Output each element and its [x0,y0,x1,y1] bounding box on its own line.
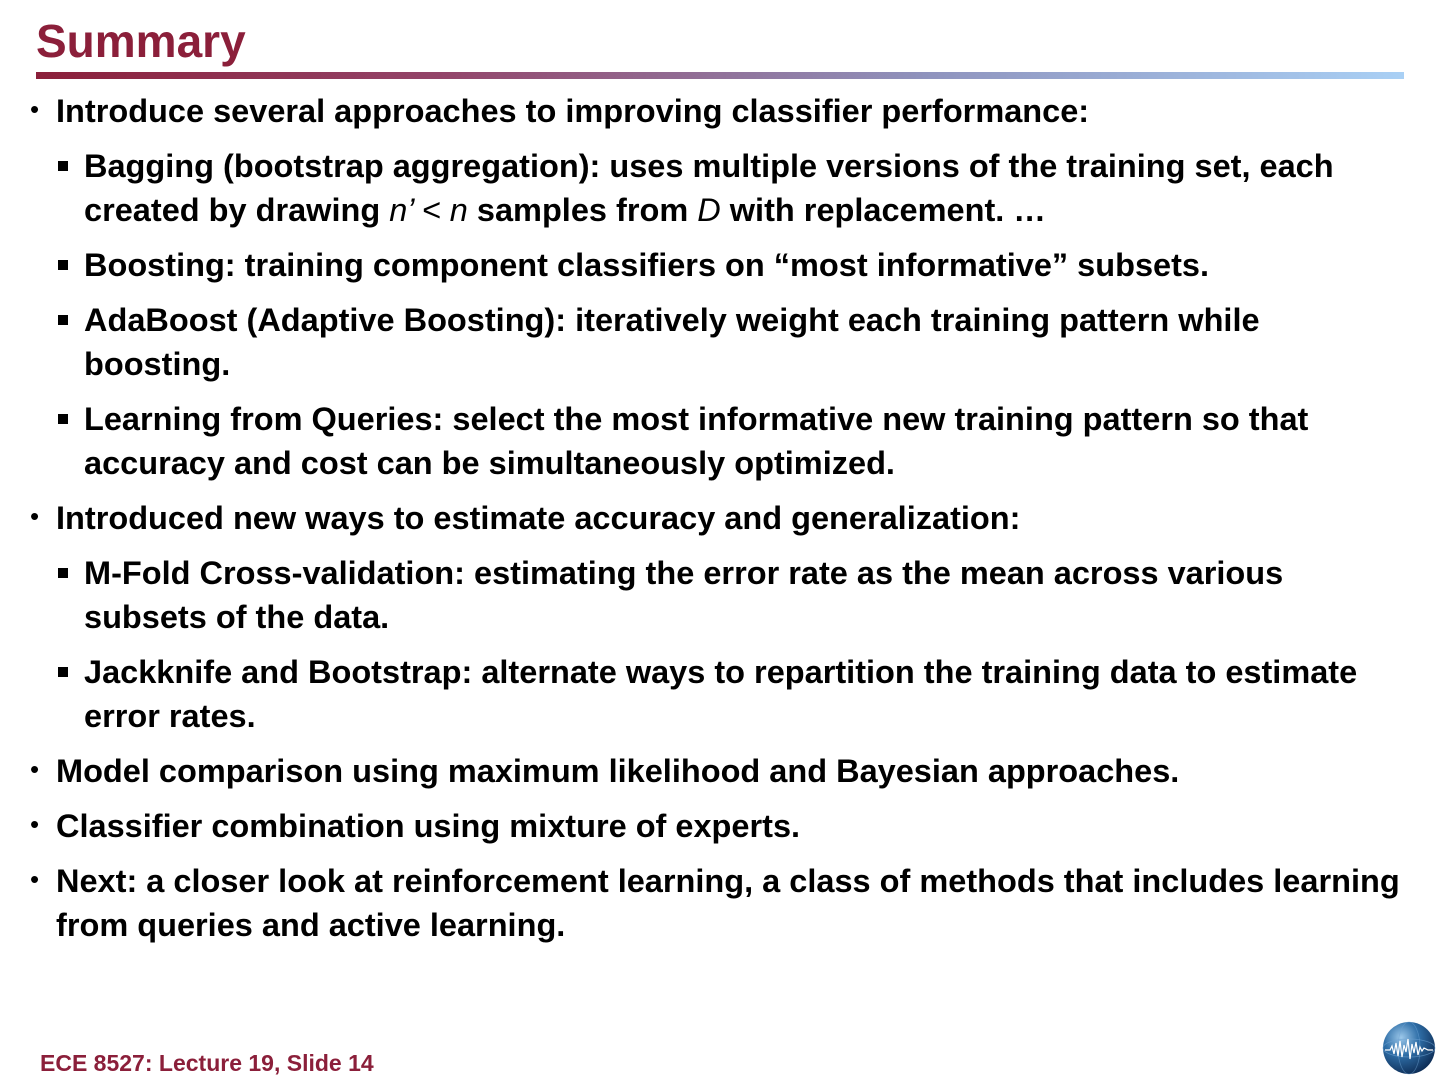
slide-title: Summary [36,15,246,67]
slide-footer: ECE 8527: Lecture 19, Slide 14 [40,1050,374,1076]
square-bullet-icon [58,260,68,270]
bullet-dot-icon: • [30,864,40,894]
square-bullet-icon [58,568,68,578]
bullet-classifier-combination [0,804,1440,848]
square-bullet-icon [58,667,68,677]
bullet-dot-icon: • [30,754,40,784]
math-D: D [697,192,721,228]
square-bullet-icon [58,414,68,424]
bullet-dot-icon: • [30,94,40,124]
sub-bullet-queries [0,397,1440,485]
bullet-text: Classifier combination using mixture of experts. [56,808,801,844]
bullet-dot-icon: • [30,809,40,839]
square-bullet-icon [58,315,68,325]
bullet-text: Jackknife and Bootstrap: alternate ways to repartition the training data to estimate error rates. [84,654,1358,734]
sub-bullet-bagging [0,144,1440,232]
bullet-text: Bagging (bootstrap aggregation): uses multiple versions of the training set, each created by drawing [84,148,1334,228]
bullet-text: Next: a closer look at reinforcement learning, a class of methods that includes learning from queries and active learning. [56,863,1400,943]
bullet-text: Learning from Queries: select the most informative new training pattern so that accuracy and cost can be simultaneously optimized. [84,401,1309,481]
slide-body [0,89,1440,958]
bullet-text: samples from [467,192,698,228]
bullet-text: Introduced new ways to estimate accuracy and generalization: [56,500,1021,536]
bullet-text: M-Fold Cross-validation: estimating the error rate as the mean across various subsets of the data. [84,555,1284,635]
bullet-accuracy [0,496,1440,540]
bullet-text: Boosting: training component classifiers on “most informative” subsets. [84,247,1210,283]
bullet-text: Model comparison using maximum likelihood and Bayesian approaches. [56,753,1180,789]
math-less-than: < [412,192,450,228]
math-n: n [449,192,468,228]
sub-bullet-adaboost [0,298,1440,386]
math-n-prime: n’ [389,192,413,228]
bullet-approaches [0,89,1440,133]
square-bullet-icon [58,161,68,171]
bullet-model-comparison [0,749,1440,793]
sub-bullet-jackknife [0,650,1440,738]
sub-bullet-boosting [0,243,1440,287]
bullet-next [0,859,1440,947]
title-divider [36,72,1404,79]
bullet-text: AdaBoost (Adaptive Boosting): iteratively weight each training pattern while boosting. [84,302,1260,382]
bullet-text: Introduce several approaches to improving classifier performance: [56,93,1090,129]
globe-logo-icon [1382,1021,1436,1075]
bullet-dot-icon: • [30,501,40,531]
sub-bullet-cross-validation [0,551,1440,639]
bullet-text: with replacement. … [720,192,1046,228]
